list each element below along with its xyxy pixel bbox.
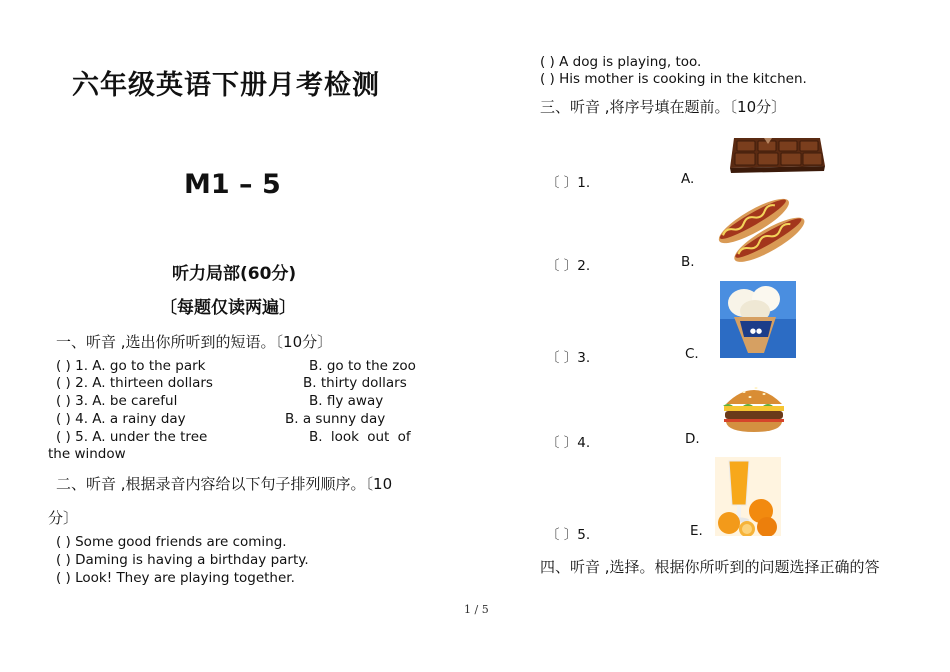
section1-item-2-b: B. thirty dollars — [303, 375, 407, 391]
section2-item-2: ( ) Daming is having a birthday party. — [56, 552, 309, 568]
page-number: 1 / 5 — [464, 603, 489, 616]
section4-heading: 四、听音 ,选择。根据你所听到的问题选择正确的答 — [540, 558, 880, 576]
section3-heading: 三、听音 ,将序号填在题前。〔10分〕 — [540, 98, 787, 116]
hot-dog-icon — [715, 192, 809, 266]
section2-item-3: ( ) Look! They are playing together. — [56, 570, 295, 586]
section1-item-5-wrap: the window — [48, 446, 126, 462]
section1-item-1-b: B. go to the zoo — [309, 358, 416, 374]
section3-item-5-letter: E. — [690, 523, 703, 539]
section1-item-3-b: B. fly away — [309, 393, 384, 409]
module-range: M1 – 5 — [184, 169, 281, 200]
section1-item-4-b: B. a sunny day — [285, 411, 386, 427]
section1-item-2-a: ( ) 2. A. thirteen dollars — [56, 375, 213, 391]
section3-item-2-letter: B. — [681, 254, 695, 270]
chocolate-bar-icon — [728, 134, 826, 174]
svg-text:●●: ●● — [749, 327, 763, 335]
exam-title: 六年级英语下册月考检测 — [72, 70, 380, 101]
section3-item-5-num: 〔 〕5. — [546, 527, 591, 543]
section3-item-4-num: 〔 〕4. — [546, 435, 591, 451]
right-top-item-2: ( ) His mother is cooking in the kitchen. — [540, 71, 807, 87]
section3-item-1-num: 〔 〕1. — [546, 175, 591, 191]
section1-item-1-a: ( ) 1. A. go to the park — [56, 358, 206, 374]
hamburger-icon — [720, 378, 788, 434]
section1-heading: 一、听音 ,选出你所听到的短语。〔10分〕 — [56, 333, 333, 351]
right-top-item-1: ( ) A dog is playing, too. — [540, 54, 702, 70]
read-twice-note: 〔每题仅读两遍〕 — [160, 298, 296, 318]
section3-item-2-num: 〔 〕2. — [546, 258, 591, 274]
section1-item-3-a: ( ) 3. A. be careful — [56, 393, 178, 409]
orange-juice-icon — [715, 457, 781, 536]
section1-item-4-a: ( ) 4. A. a rainy day — [56, 411, 186, 427]
section3-item-3-num: 〔 〕3. — [546, 350, 591, 366]
section2-item-1: ( ) Some good friends are coming. — [56, 534, 287, 550]
section1-item-5-b: B. look out of — [309, 429, 411, 445]
section2-heading-cont: 分〕 — [48, 509, 79, 527]
listening-part-title: 听力局部(60分) — [172, 264, 297, 284]
section1-item-5-a: ( ) 5. A. under the tree — [56, 429, 208, 445]
section3-item-3-letter: C. — [685, 346, 699, 362]
section3-item-1-letter: A. — [681, 171, 695, 187]
section3-item-4-letter: D. — [685, 431, 700, 447]
ice-cream-cone-icon — [720, 281, 796, 358]
section2-heading: 二、听音 ,根据录音内容给以下句子排列顺序。〔10 — [56, 475, 393, 493]
